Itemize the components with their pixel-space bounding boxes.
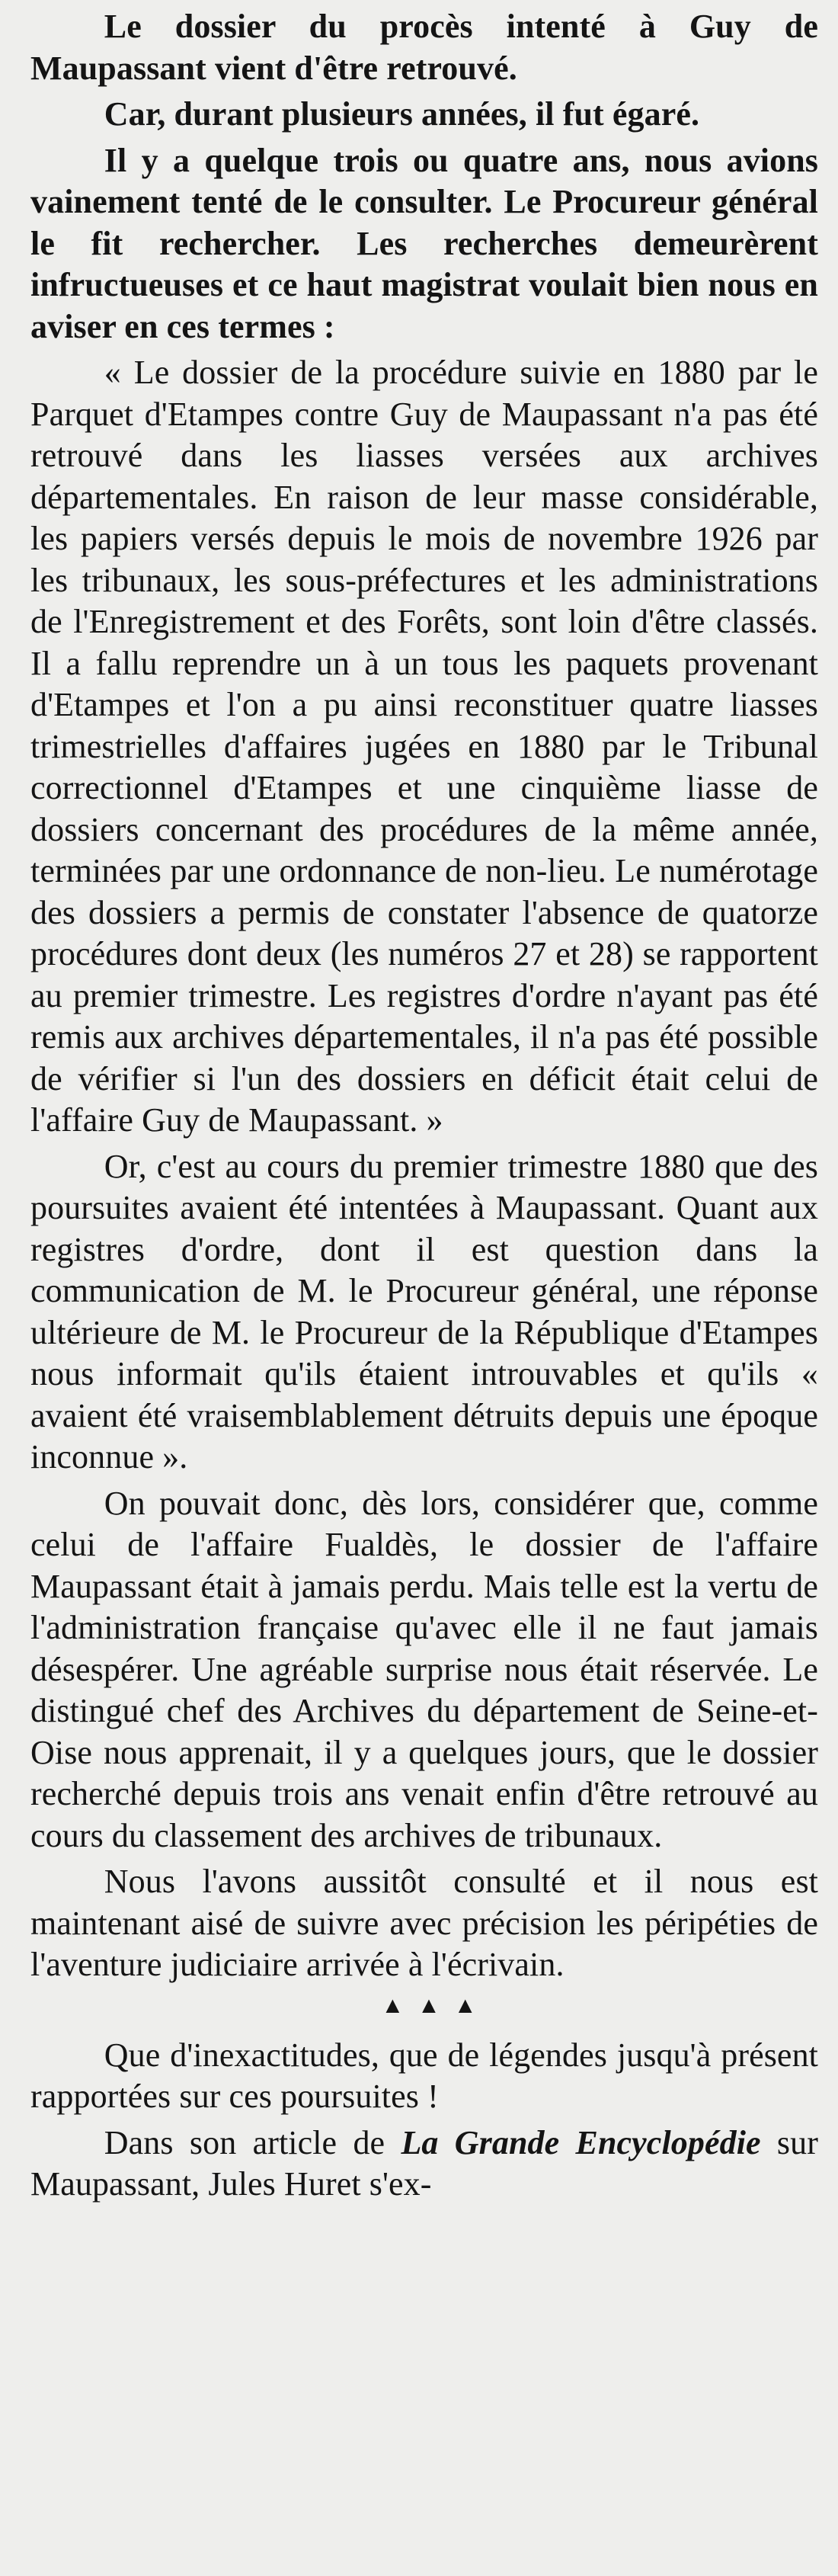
paragraph-7: Nous l'avons aussitôt consulté et il nous est maintenant aisé de suivre avec précision les péripéties de l'aventure judiciaire arrivée à l'écrivain. xyxy=(30,1863,818,1983)
paragraph-9 xyxy=(30,2123,818,2206)
paragraph-3: Il y a quelque trois ou quatre ans, nous avions vainement tenté de le consulter. Le Procureur général le fit rechercher. Les recherches demeurèrent infructueuses et ce haut magistrat voulait bien nous en aviser en ces termes : xyxy=(30,141,818,345)
paragraph-2: Car, durant plusieurs années, il fut égaré. xyxy=(104,95,700,133)
paragraph-9-end: sur Maupassant, Jules Huret s'ex- xyxy=(30,2123,818,2203)
paragraph-1: Le dossier du procès intenté à Guy de Maupassant vient d'être retrouvé. xyxy=(30,8,818,87)
paragraph-5: Or, c'est au cours du premier trimestre 1880 que des poursuites avaient été intentées à Maupassant. Quant aux registres d'ordre, dont il est question dans la communication de M. le Procureur général, une réponse ultérieure de M. le Procureur de la République d'Etampes nous informait qu'ils étaient introuvables et qu'ils « avaient été vraisemblablement détruits depuis une époque inconnue ». xyxy=(30,1147,818,1475)
paragraph-6: On pouvait donc, dès lors, considérer que, comme celui de l'affaire Fualdès, le dossier de l'affaire Maupassant était à jamais perdu. Mais telle est la vertu de l'administration française qu'avec elle il ne faut jamais désespérer. Une agréable surprise nous était réservée. Le distingué chef des Archives du département de Seine-et-Oise nous apprenait, il y a quelques jours, que le dossier recherché depuis trois ans venait enfin d'être retrouvé au cours du classement des archives de tribunaux. xyxy=(30,1484,818,1854)
section-separator: ▲▲▲ xyxy=(381,1992,491,2018)
paragraph-9-start: Dans son article de xyxy=(104,2123,401,2161)
paragraph-8: Que d'inexactitudes, que de légendes jusqu'à présent rapportées sur ces poursuites ! xyxy=(30,2036,818,2115)
encyclopedia-title: La Grande Encyclopédie xyxy=(401,2123,761,2161)
paragraph-quote: « Le dossier de la procédure suivie en 1880 par le Parquet d'Etampes contre Guy de Maupassant n'a pas été retrouvé dans les liasses versées aux archives départementales. En raison de leur masse considérable, les papiers versés depuis le mois de novembre 1926 par les tribunaux, les sous-préfectures et les administrations de l'Enregistrement et des Forêts, sont loin d'être classés. Il a fallu reprendre un à un tous les paquets provenant d'Etampes et l'on a pu ainsi reconstituer quatre liasses trimestrielles d'affaires jugées en 1880 par le Tribunal correctionnel d'Etampes et une cinquième liasse de dossiers concernant des procédures de la même année, terminées par une ordonnance de non-lieu. Le numérotage des dossiers a permis de constater l'absence de quatorze procédures dont deux (les numéros 27 et 28) se rapportent au premier trimestre. Les registres d'ordre n'ayant pas été remis aux archives départementales, il n'a pas été possible de vérifier si l'un des dossiers en déficit était celui de l'affaire Guy de Maupassant. » xyxy=(30,354,818,1139)
